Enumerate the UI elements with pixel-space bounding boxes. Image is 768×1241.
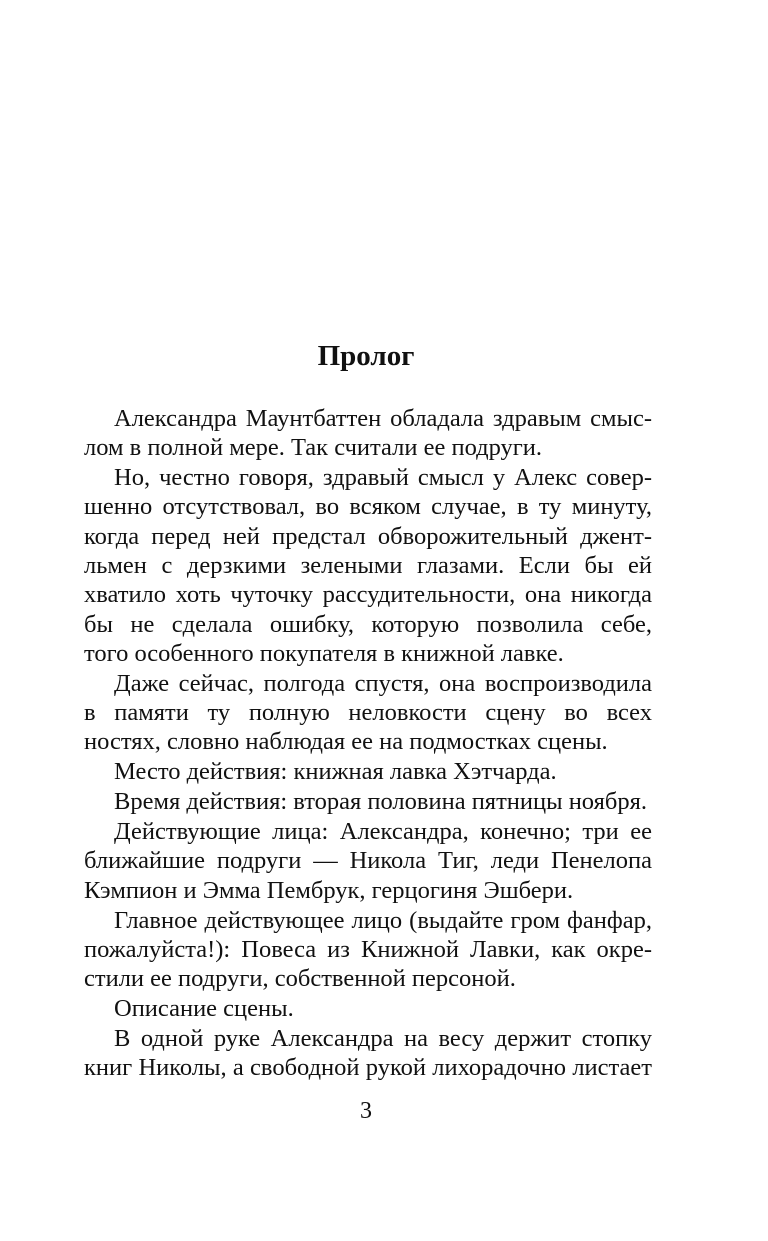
paragraph bbox=[84, 404, 652, 463]
text-line: бы не сделала ошибку, которую позволила себе, bbox=[84, 610, 652, 638]
page-number: 3 bbox=[360, 1098, 372, 1124]
text-line: Главное действующее лицо (выдайте гром фанфар, bbox=[114, 906, 652, 934]
chapter-title: Пролог bbox=[317, 340, 415, 372]
text-line: пожалуйста!): Повеса из Книжной Лавки, как окре- bbox=[84, 935, 652, 963]
text-line: Кэмпион и Эмма Пембрук, герцогиня Эшбери. bbox=[84, 876, 574, 904]
text-line: Время действия: вторая половина пятницы ноября. bbox=[114, 788, 647, 816]
paragraph bbox=[84, 757, 652, 786]
text-line: когда перед ней предстал обворожительный джент- bbox=[84, 522, 652, 550]
text-line: Действующие лица: Александра, конечно; три ее bbox=[114, 818, 652, 846]
body-text bbox=[84, 404, 652, 1083]
paragraph bbox=[84, 787, 652, 816]
paragraph bbox=[84, 1024, 652, 1083]
text-line: стили ее подруги, собственной персоной. bbox=[84, 965, 516, 993]
text-line: шенно отсутствовал, во всяком случае, в ту минуту, bbox=[84, 493, 652, 521]
paragraph bbox=[84, 994, 652, 1023]
paragraph bbox=[84, 463, 652, 668]
text-line: Место действия: книжная лавка Хэтчарда. bbox=[114, 758, 557, 786]
text-line: Даже сейчас, полгода спустя, она воспроизводила bbox=[114, 669, 652, 697]
text-line: в памяти ту полную неловкости сцену во всех bbox=[84, 699, 652, 727]
text-line: Но, честно говоря, здравый смысл у Алекс совер- bbox=[114, 464, 652, 492]
paragraph bbox=[84, 817, 652, 905]
text-line: книг Николы, а свободной рукой лихорадочно листает bbox=[84, 1054, 652, 1082]
text-line: Описание сцены. bbox=[114, 995, 294, 1023]
text-line: лом в полной мере. Так считали ее подруги. bbox=[84, 434, 543, 462]
text-line: льмен с дерзкими зелеными глазами. Если бы ей bbox=[84, 552, 652, 580]
text-line: хватило хоть чуточку рассудительности, она никогда bbox=[84, 581, 652, 609]
text-line: ностях, словно наблюдая ее на подмостках сцены. bbox=[84, 728, 608, 756]
text-line: ближайшие подруги — Никола Тиг, леди Пенелопа bbox=[84, 847, 652, 875]
text-line: Александра Маунтбаттен обладала здравым смыс- bbox=[114, 405, 652, 432]
text-line: В одной руке Александра на весу держит стопку bbox=[114, 1024, 652, 1052]
paragraph bbox=[84, 669, 652, 757]
paragraph bbox=[84, 906, 652, 994]
text-line: того особенного покупателя в книжной лавке. bbox=[84, 639, 564, 667]
